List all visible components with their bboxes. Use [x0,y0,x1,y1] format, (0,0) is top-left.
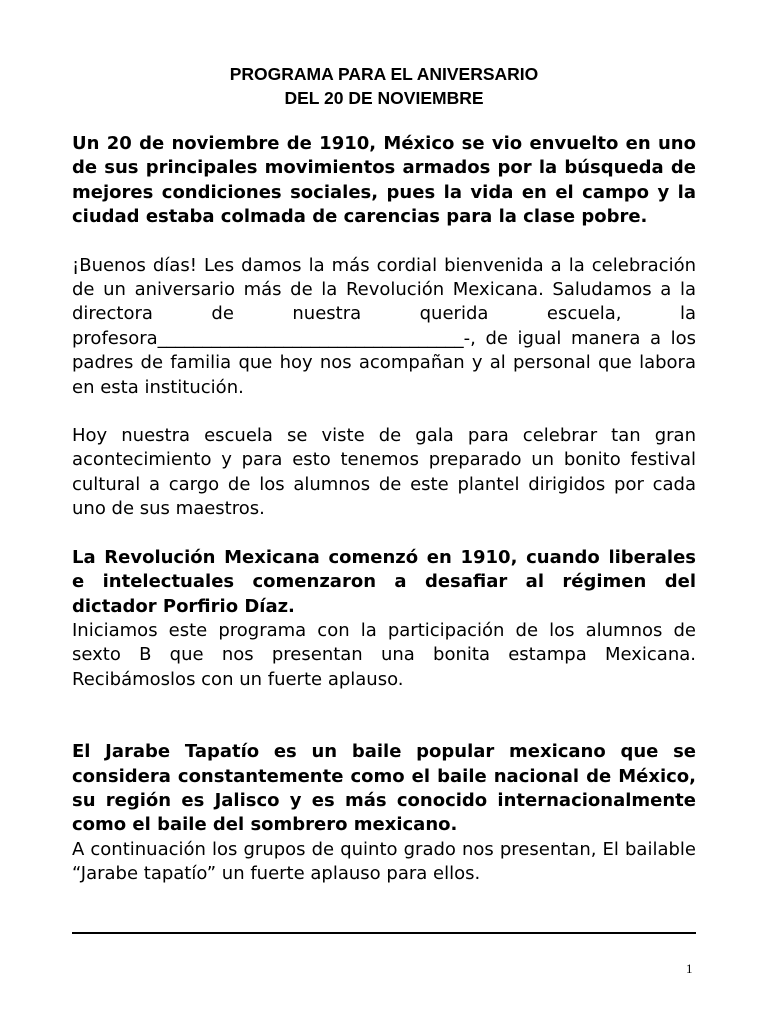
horizontal-rule [72,932,696,934]
document-title-line-1: PROGRAMA PARA EL ANIVERSARIO [229,64,539,84]
festival-paragraph: Hoy nuestra escuela se viste de gala para celebrar tan gran acontecimiento y para esto tenemos preparado un bonito festival cultural a cargo de los alumnos de este plantel dirigidos por cada uno de sus maestros. [72,425,696,520]
spacer [72,230,696,254]
spacer [72,110,696,132]
page-number: 1 [686,961,693,976]
document-title-line-2: DEL 20 DE NOVIEMBRE [284,88,484,108]
spacer [72,692,696,740]
fifth-grade-paragraph: A continuación los grupos de quinto grado nos presentan, El bailable “Jarabe tapatío” un fuerte aplauso para ellos. [72,838,696,885]
revolution-paragraph: La Revolución Mexicana comenzó en 1910, cuando liberales e intelectuales comenzaron a desafiar al régimen del dictador Porfirio Díaz. [72,546,696,617]
spacer [72,400,696,424]
welcome-paragraph: ¡Buenos días! Les damos la más cordial bienvenida a la celebración de un aniversario más de la Revolución Mexicana. Saludamos a la directora de nuestra querida escuela, la profesora__________________________________-, de igual manera a los padres de familia que hoy nos acompañan y al personal que labora en esta institución. [72,254,696,398]
document-page [72,62,696,887]
jarabe-paragraph: El Jarabe Tapatío es un baile popular mexicano que se considera constantemente como el baile nacional de México, su región es Jalisco y es más conocido internacionalmente como el baile del sombrero mexicano. [72,741,696,836]
intro-paragraph: Un 20 de noviembre de 1910, México se vio envuelto en uno de sus principales movimientos armados por la búsqueda de mejores condiciones sociales, pues la vida en el campo y la ciudad estaba colmada de carencias para la clase pobre. [72,133,696,228]
spacer [72,522,696,546]
sixth-grade-paragraph: Iniciamos este programa con la participación de los alumnos de sexto B que nos presentan una bonita estampa Mexicana. Recibámoslos con un fuerte aplauso. [72,619,696,690]
